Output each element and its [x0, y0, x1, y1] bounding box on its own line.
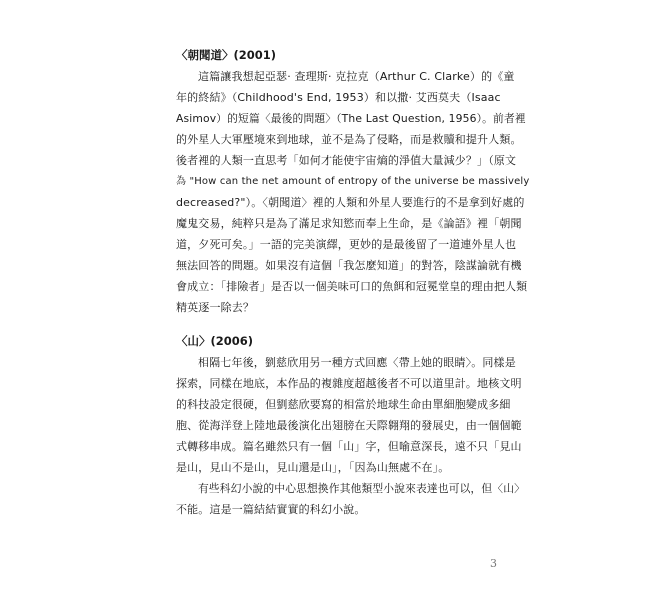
page-number: 3 — [490, 557, 497, 570]
paragraph-line: 探索，同樣在地底，本作品的複雜度超越後者不可以道里計。地核文明 — [176, 377, 522, 390]
paragraph-line: 式轉移串成。篇名雖然只有一個「山」字，但喻意深長，遠不只「見山 — [176, 440, 522, 453]
paragraph-line: 相隔七年後，劉慈欣用另一種方式回應〈帶上她的眼睛〉。同樣是 — [198, 356, 516, 369]
paragraph-line: 魔鬼交易，純粹只是為了滿足求知慾而奉上生命，是《論語》裡「朝聞 — [176, 217, 522, 230]
paragraph-line: 年的終結》（Childhood's End, 1953）和以撒‧ 艾西莫夫（Isaac — [176, 91, 501, 104]
paragraph-line: 的外星人大軍壓境來到地球，並不是為了侵略，而是救贖和提升人類。 — [176, 133, 522, 146]
paragraph-line: 胞、從海洋登上陸地最後演化出翅膀在天際翱翔的發展史，由一個個範 — [176, 419, 522, 432]
paragraph-line: 後者裡的人類一直思考「如何才能使宇宙熵的淨值大量減少？」（原文 — [176, 154, 517, 167]
paragraph-line: 是山，見山不是山，見山還是山」，「因為山無處不在」。 — [176, 461, 450, 474]
paragraph-line: 的科技設定很硬，但劉慈欣要寫的相當於地球生命由單細胞變成多細 — [176, 398, 511, 411]
paragraph-line: 有些科幻小說的中心思想換作其他類型小說來表達也可以，但〈山〉 — [198, 482, 526, 495]
paragraph-line: 會成立：「排險者」是否以一個美味可口的魚餌和冠冕堂皇的理由把人類 — [176, 280, 528, 293]
section-heading-shan: 〈山〉(2006) — [176, 334, 254, 348]
paragraph-line: 為 "How can the net amount of entropy of the universe be massively — [176, 176, 530, 187]
section-heading-chao-wen-dao: 〈朝聞道〉(2001) — [176, 48, 277, 62]
paragraph-line: 道，夕死可矣。」一語的完美演繹，更妙的是最後留了一道連外星人也 — [176, 238, 517, 251]
paragraph-line: 無法回答的問題。如果沒有這個「我怎麼知道」的對答，陰謀論就有機 — [176, 259, 522, 272]
paragraph-line: 不能。這是一篇結結實實的科幻小說。 — [176, 503, 366, 516]
paragraph-line: decreased?"）。〈朝聞道〉裡的人類和外星人要進行的不是拿到好處的 — [176, 196, 525, 209]
paragraph-line: 精英逐一除去？ — [176, 301, 255, 314]
paragraph-line: Asimov）的短篇〈最後的問題〉（The Last Question, 1956）。前者裡 — [176, 112, 526, 125]
paragraph-line: 這篇讓我想起亞瑟‧ 查理斯‧ 克拉克（Arthur C. Clarke）的《童 — [198, 70, 515, 83]
